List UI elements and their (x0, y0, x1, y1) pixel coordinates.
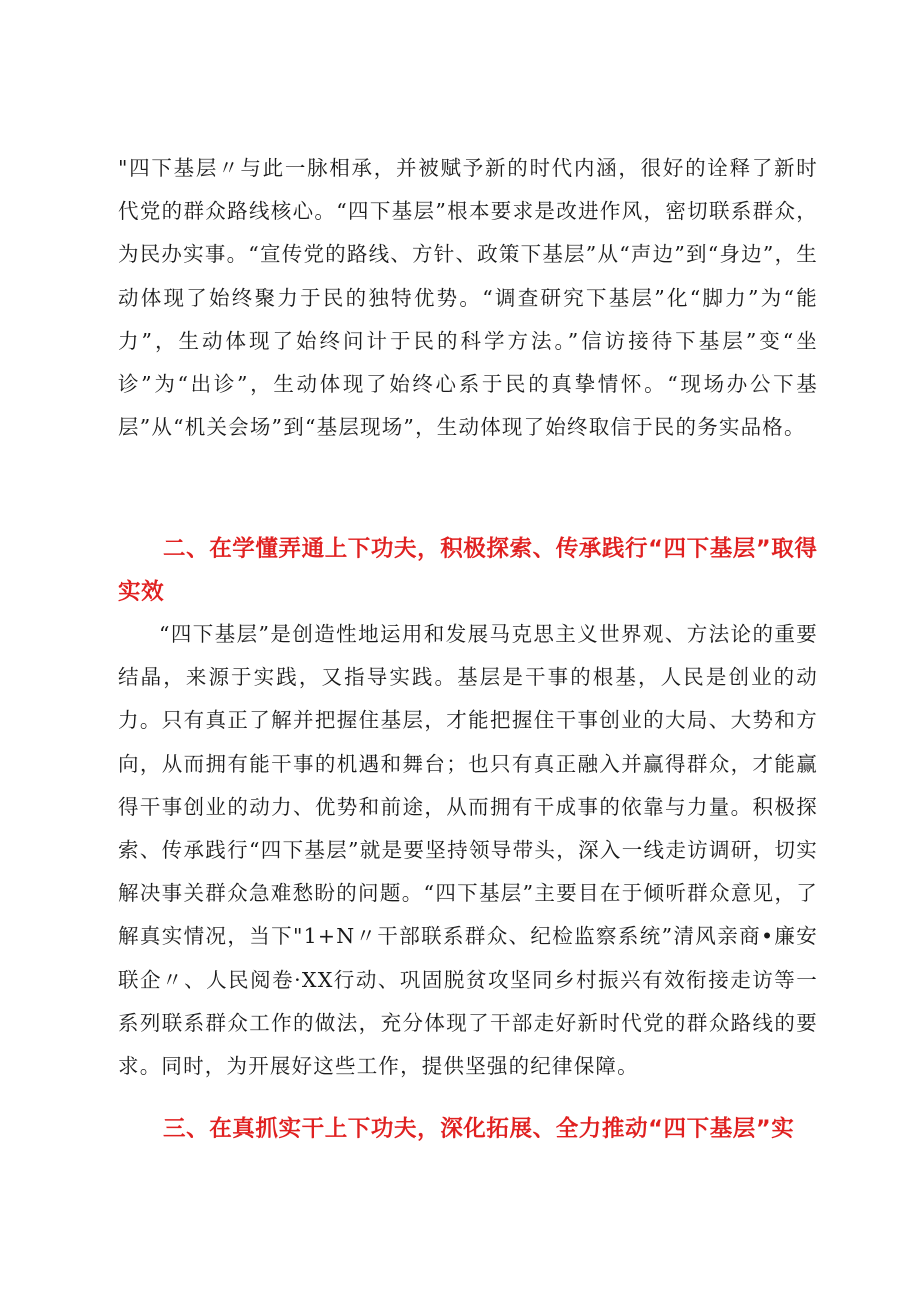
section-heading-2: 二、在学懂弄通上下功夫，积极探索、传承践行“四下基层”取得实效 (118, 536, 818, 605)
section-heading-3: 三、在真抓实干上下功夫，深化拓展、全力推动“四下基层”实 (163, 1116, 795, 1142)
body-paragraph-2: “四下基层”是创造性地运用和发展马克思主义世界观、方法论的重要结晶，来源于实践，又指导实践。基层是干事的根基，人民是创业的动力。只有真正了解并把握住基层，才能把握住干事创业的大局、大势和方向，从而拥有能干事的机遇和舞台；也只有真正融入并赢得群众，才能赢得干事创业的动力、优势和前途，从而拥有干成事的依靠与力量。积极探索、传承践行“四下基层”就是要坚持领导带头，深入一线走访调研，切实解决事关群众急难愁盼的问题。“四下基层”主要目在于倾听群众意见，了解真实情况，当下"1+N〃干部联系群众、纪检监察系统”清风亲商•廉安联企〃、人民阅卷·XX行动、巩固脱贫攻坚同乡村振兴有效衔接走访等一系列联系群众工作的做法，充分体现了干部走好新时代党的群众路线的要求。同时，为开展好这些工作，提供坚强的纪律保障。 (118, 622, 818, 1079)
body-paragraph-1: "四下基层〃与此一脉相承，并被赋予新的时代内涵，很好的诠释了新时代党的群众路线核心。“四下基层”根本要求是改进作风，密切联系群众，为民办实事。“宣传党的路线、方针、政策下基层”从“声边”到“身边”，生动体现了始终聚力于民的独特优势。“调查研究下基层”化“脚力”为“能力”，生动体现了始终问计于民的科学方法。”信访接待下基层”变“坐诊”为“出诊”，生动体现了始终心系于民的真挚情怀。“现场办公下基层”从“机关会场”到“基层现场”，生动体现了始终取信于民的务实品格。 (118, 156, 818, 440)
